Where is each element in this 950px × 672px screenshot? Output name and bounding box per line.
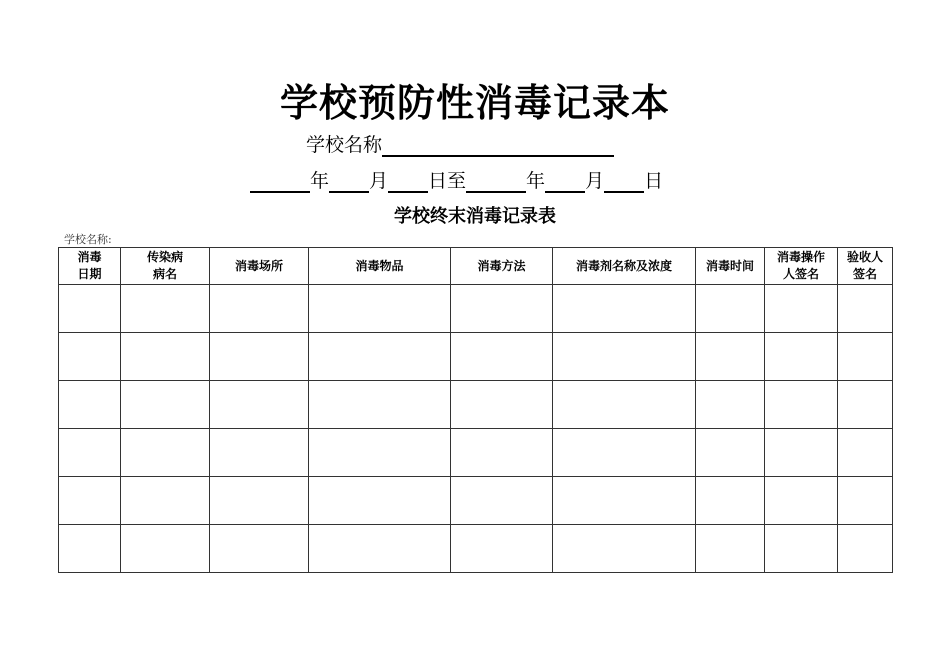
table-cell[interactable] [553,285,696,333]
table-cell[interactable] [451,429,553,477]
day-blank-2[interactable] [604,173,644,193]
table-cell[interactable] [121,285,210,333]
table-cell[interactable] [696,477,765,525]
table-cell[interactable] [210,333,309,381]
table-cell[interactable] [309,285,451,333]
table-cell[interactable] [121,525,210,573]
table-cell[interactable] [765,477,838,525]
table-cell[interactable] [553,381,696,429]
day-to-unit: 日至 [428,170,467,192]
table-cell[interactable] [210,381,309,429]
table-cell[interactable] [121,477,210,525]
table-cell[interactable] [59,429,121,477]
table-cell[interactable] [838,285,893,333]
header-disinfection-place: 消毒场所 [210,248,309,285]
table-cell[interactable] [59,477,121,525]
table-row [59,477,893,525]
table-cell[interactable] [696,333,765,381]
table-cell[interactable] [553,429,696,477]
header-disease-name: 传染病 病名 [121,248,210,285]
table-cell[interactable] [210,429,309,477]
table-cell[interactable] [553,333,696,381]
table-cell[interactable] [309,429,451,477]
table-cell[interactable] [451,477,553,525]
table-cell[interactable] [838,477,893,525]
table-row [59,429,893,477]
header-disinfection-time: 消毒时间 [696,248,765,285]
table-cell[interactable] [59,333,121,381]
header-disinfection-method: 消毒方法 [451,248,553,285]
table-cell[interactable] [59,525,121,573]
header-disinfectant-name-concentration: 消毒剂名称及浓度 [553,248,696,285]
table-body [59,285,893,573]
table-cell[interactable] [765,429,838,477]
table-cell[interactable] [838,333,893,381]
table-cell[interactable] [553,525,696,573]
header-operator-signature: 消毒操作 人签名 [765,248,838,285]
disinfection-record-table [58,247,893,573]
table-cell[interactable] [696,525,765,573]
month-unit-1: 月 [369,170,389,192]
table-header-row [59,248,893,285]
year-blank-2[interactable] [466,173,526,193]
table-cell[interactable] [838,381,893,429]
year-unit-2: 年 [526,170,546,192]
school-name-line [306,130,614,157]
school-name-blank[interactable] [382,137,614,157]
table-cell[interactable] [696,429,765,477]
table-cell[interactable] [59,381,121,429]
table-row [59,333,893,381]
table-row [59,285,893,333]
table-cell[interactable] [451,333,553,381]
month-blank-1[interactable] [329,173,369,193]
year-blank-1[interactable] [250,173,310,193]
table-cell[interactable] [451,285,553,333]
school-name-label: 学校名称 [306,134,383,156]
table-cell[interactable] [210,477,309,525]
table-cell[interactable] [451,525,553,573]
table-cell[interactable] [309,381,451,429]
table-cell[interactable] [309,477,451,525]
year-unit-1: 年 [310,170,330,192]
table-cell[interactable] [696,381,765,429]
table-row [59,525,893,573]
month-blank-2[interactable] [545,173,585,193]
table-cell[interactable] [553,477,696,525]
table-cell[interactable] [210,525,309,573]
document-title: 学校预防性消毒记录本 [279,80,670,125]
header-disinfection-items: 消毒物品 [309,248,451,285]
table-row [59,381,893,429]
table-cell[interactable] [121,381,210,429]
day-blank-1[interactable] [388,173,428,193]
header-disinfection-date: 消毒 日期 [59,248,121,285]
month-unit-2: 月 [585,170,605,192]
table-cell[interactable] [121,429,210,477]
table-cell[interactable] [451,381,553,429]
table-cell[interactable] [309,333,451,381]
school-name-small-label: 学校名称: [64,233,112,246]
table-cell[interactable] [765,525,838,573]
table-cell[interactable] [696,285,765,333]
table-cell[interactable] [765,381,838,429]
header-inspector-signature: 验收人 签名 [838,248,893,285]
table-cell[interactable] [765,285,838,333]
date-range-line [250,166,663,193]
table-cell[interactable] [838,525,893,573]
table-cell[interactable] [59,285,121,333]
table-cell[interactable] [121,333,210,381]
day-unit-2: 日 [644,170,664,192]
table-subtitle: 学校终末消毒记录表 [394,206,556,227]
table-cell[interactable] [309,525,451,573]
table-cell[interactable] [210,285,309,333]
table-cell[interactable] [765,333,838,381]
table-cell[interactable] [838,429,893,477]
